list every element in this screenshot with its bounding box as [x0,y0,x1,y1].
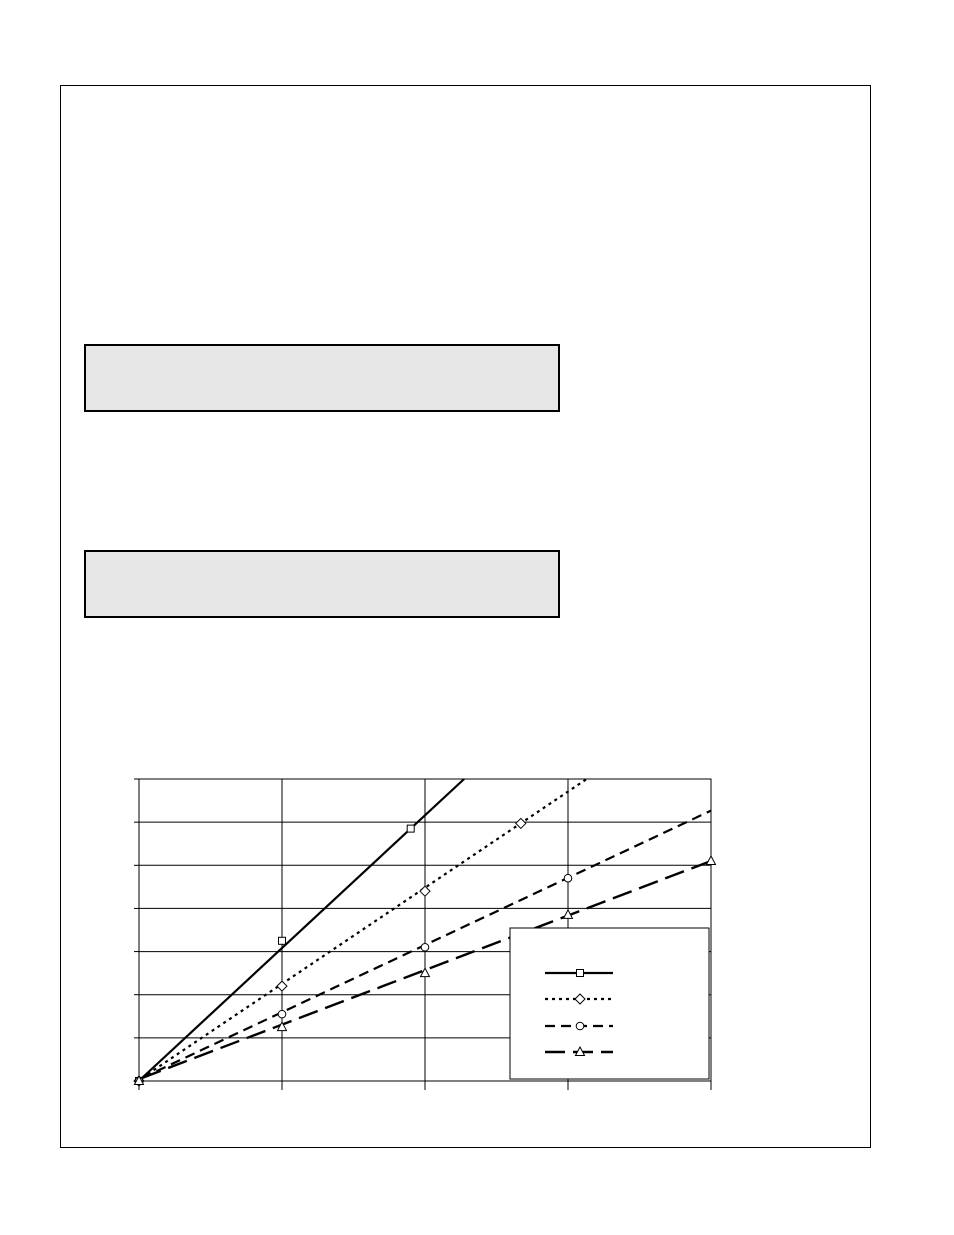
legend-marker-2 [576,1022,584,1030]
series-1-point-3 [516,818,526,828]
series-3-point-4 [707,856,716,865]
chart-legend [510,928,709,1079]
series-1-point-2 [420,886,430,896]
series-2-point-2 [421,943,429,951]
series-0-point-1 [279,937,286,944]
legend-marker-0 [577,970,584,977]
series-0 [136,779,465,1085]
series-2-point-1 [278,1010,286,1018]
series-0-point-2 [407,825,414,832]
series-1-point-1 [277,981,287,991]
series-0-line [142,779,464,1078]
series-2-point-3 [564,874,572,882]
legend-box [510,928,709,1079]
